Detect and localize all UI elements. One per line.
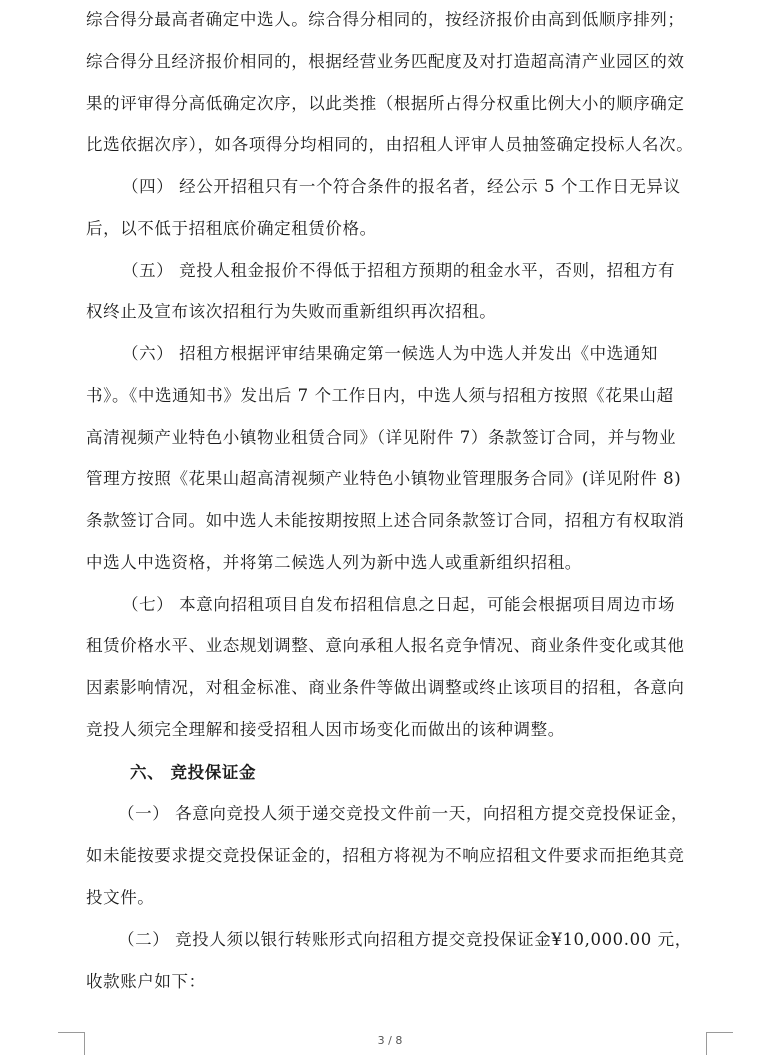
paragraph-line: 中选人中选资格，并将第二候选人列为新中选人或重新组织招租。 [86,553,582,572]
page-number: 3 / 8 [377,1034,403,1047]
paragraph-line: 综合得分且经济报价相同的，根据经营业务匹配度及对打造超高清产业园区的效 [86,52,685,71]
paragraph-line: 书》。《中选通知书》发出后 7 个工作日内，中选人须与招租方按照《花果山超 [86,386,674,405]
paragraph-line: 租赁价格水平、业态规划调整、意向承租人报名竞争情况、商业条件变化或其他 [86,636,685,655]
paragraph-line: 后，以不低于招租底价确定租赁价格。 [86,219,377,238]
paragraph-line: 投文件。 [86,888,155,907]
paragraph-line: 果的评审得分高低确定次序，以此类推（根据所占得分权重比例大小的顺序确定 [86,94,685,113]
paragraph-line: （二） 竞投人须以银行转账形式向招租方提交竞投保证金¥10,000.00 元， [118,930,692,949]
paragraph-line: （一） 各意向竞投人须于递交竞投文件前一天，向招租方提交竞投保证金， [118,804,689,823]
paragraph-line: 收款账户如下： [86,972,206,991]
paragraph-line: （七） 本意向招租项目自发布招租信息之日起，可能会根据项目周边市场 [122,595,676,614]
paragraph-line: （五） 竞投人租金报价不得低于招租方预期的租金水平，否则，招租方有 [122,261,676,280]
paragraph-line: 权终止及宣布该次招租行为失败而重新组织再次招租。 [86,302,497,321]
paragraph-line: 如未能按要求提交竞投保证金的，招租方将视为不响应招租文件要求而拒绝其竞 [86,846,685,865]
paragraph-line: 竞投人须完全理解和接受招租人因市场变化而做出的该种调整。 [86,720,565,739]
paragraph-line: （四） 经公开招租只有一个符合条件的报名者，经公示 5 个工作日无异议 [122,177,681,196]
paragraph-line: 条款签订合同。如中选人未能按期按照上述合同条款签订合同，招租方有权取消 [86,511,685,530]
paragraph-line: 比选依据次序），如各项得分均相同的，由招租人评审人员抽签确定投标人名次。 [86,135,694,154]
paragraph-line: 管理方按照《花果山超高清视频产业特色小镇物业管理服务合同》(详见附件 8) [86,469,682,488]
section-heading: 六、 竞投保证金 [130,763,257,782]
paragraph-line: 因素影响情况，对租金标准、商业条件等做出调整或终止该项目的招租，各意向 [86,678,685,697]
paragraph-line: 综合得分最高者确定中选人。综合得分相同的，按经济报价由高到低顺序排列； [86,10,685,29]
paragraph-line: （六） 招租方根据评审结果确定第一候选人为中选人并发出《中选通知 [122,344,658,363]
paragraph-line: 高清视频产业特色小镇物业租赁合同》（详见附件 7）条款签订合同，并与物业 [86,428,677,447]
